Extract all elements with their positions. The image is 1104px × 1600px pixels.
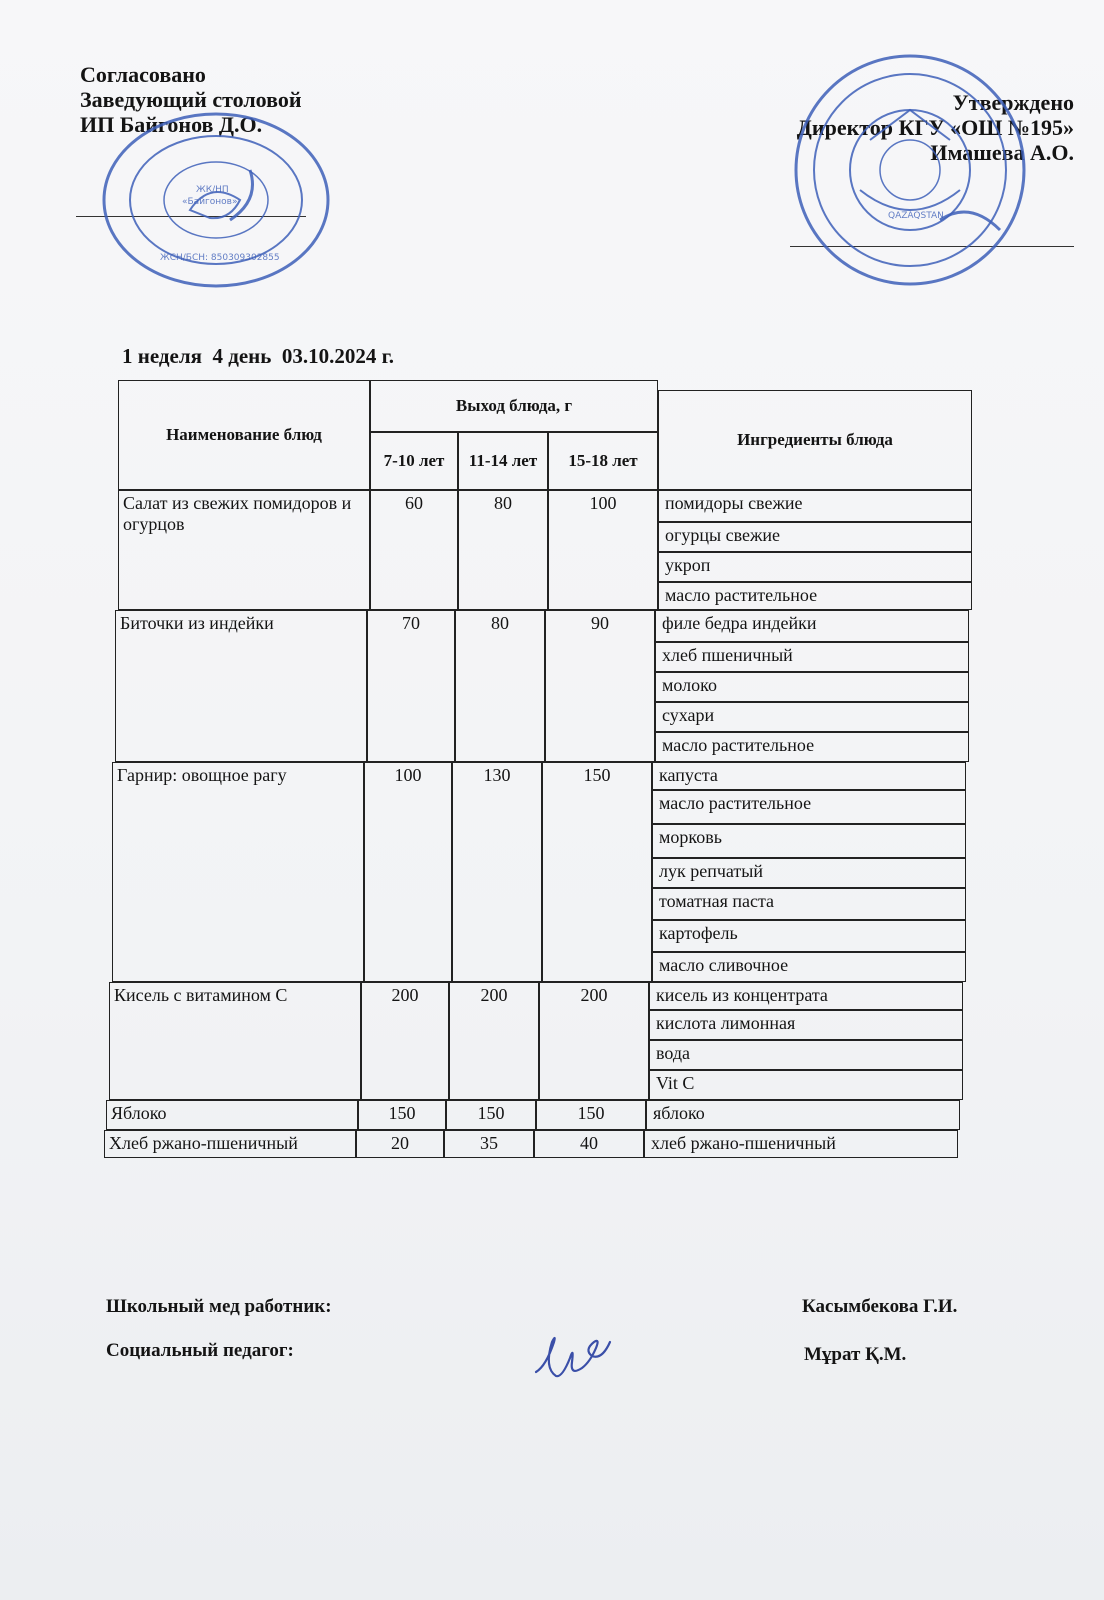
table-row-yield-age-11-14: 80 xyxy=(455,610,545,762)
table-row-yield-age-7-10: 150 xyxy=(358,1100,446,1130)
table-row-dish-name: Биточки из индейки xyxy=(115,610,367,762)
table-row-ingredient: кислота лимонная xyxy=(649,1010,963,1040)
table-row-yield-age-15-18: 40 xyxy=(534,1130,644,1158)
table-row-ingredient: кисель из концентрата xyxy=(649,982,963,1010)
table-row-dish-name: Хлеб ржано-пшеничный xyxy=(104,1130,356,1158)
table-row-yield-age-7-10: 70 xyxy=(367,610,455,762)
svg-text:«Байгонов»: «Байгонов» xyxy=(182,197,238,207)
svg-text:QAZAQSTAN: QAZAQSTAN xyxy=(888,211,944,221)
table-row-ingredient: укроп xyxy=(658,552,972,582)
table-row-ingredient: сухари xyxy=(655,702,969,732)
table-row-yield-age-15-18: 150 xyxy=(542,762,652,982)
approved-position: Директор КГУ «ОШ №195» xyxy=(796,115,1074,140)
social-pedagogue-label: Социальный педагог: xyxy=(106,1340,294,1361)
social-pedagogue-name: Мұрат Қ.М. xyxy=(804,1344,907,1365)
nurse-label: Школьный мед работник: xyxy=(106,1296,332,1317)
left-round-stamp xyxy=(100,110,332,290)
table-row-ingredient: помидоры свежие xyxy=(658,490,972,522)
column-header-age-15-18: 15-18 лет xyxy=(548,432,658,490)
table-row-dish-name: Яблоко xyxy=(106,1100,358,1130)
table-row-ingredient: масло растительное xyxy=(655,732,969,762)
handwritten-signature xyxy=(530,1326,620,1386)
table-row-ingredient: молоко xyxy=(655,672,969,702)
agreed-position: Заведующий столовой xyxy=(80,87,302,112)
table-row-yield-age-7-10: 60 xyxy=(370,490,458,610)
column-header-age-11-14: 11-14 лет xyxy=(458,432,548,490)
table-row-ingredient: хлеб ржано-пшеничный xyxy=(644,1130,958,1158)
table-row-yield-age-15-18: 150 xyxy=(536,1100,646,1130)
svg-text:ЖСН/БСН: 850309302855: ЖСН/БСН: 850309302855 xyxy=(160,253,280,263)
approved-label: Утверждено xyxy=(952,90,1074,115)
table-row-ingredient: масло растительное xyxy=(652,790,966,824)
column-header-yield: Выход блюда, г xyxy=(370,380,658,432)
table-row-ingredient: лук репчатый xyxy=(652,858,966,888)
right-round-stamp xyxy=(790,40,1030,300)
table-row-yield-age-11-14: 150 xyxy=(446,1100,536,1130)
table-row-yield-age-11-14: 35 xyxy=(444,1130,534,1158)
table-row-ingredient: филе бедра индейки xyxy=(655,610,969,642)
table-row-yield-age-7-10: 20 xyxy=(356,1130,444,1158)
column-header-age-7-10: 7-10 лет xyxy=(370,432,458,490)
table-row-ingredient: масло сливочное xyxy=(652,952,966,982)
approved-person: Имашева А.О. xyxy=(930,140,1074,165)
menu-day-title: 1 неделя 4 день 03.10.2024 г. xyxy=(122,344,395,368)
table-row-yield-age-15-18: 200 xyxy=(539,982,649,1100)
table-row-yield-age-7-10: 200 xyxy=(361,982,449,1100)
table-row-ingredient: масло растительное xyxy=(658,582,972,610)
table-row-yield-age-11-14: 130 xyxy=(452,762,542,982)
table-row-ingredient: огурцы свежие xyxy=(658,522,972,552)
table-row-dish-name: Кисель с витамином С xyxy=(109,982,361,1100)
table-row-ingredient: картофель xyxy=(652,920,966,952)
table-row-yield-age-7-10: 100 xyxy=(364,762,452,982)
table-row-yield-age-11-14: 80 xyxy=(458,490,548,610)
table-row-yield-age-11-14: 200 xyxy=(449,982,539,1100)
column-header-ingredients: Ингредиенты блюда xyxy=(658,390,972,490)
column-header-dish: Наименование блюд xyxy=(118,380,370,490)
nurse-name: Касымбекова Г.И. xyxy=(802,1296,958,1317)
table-row-ingredient: томатная паста xyxy=(652,888,966,920)
table-row-dish-name: Салат из свежих помидоров и огурцов xyxy=(118,490,370,610)
table-row-ingredient: яблоко xyxy=(646,1100,960,1130)
svg-text:ЖК/НП: ЖК/НП xyxy=(196,185,229,195)
agreed-label: Согласовано xyxy=(80,62,206,87)
table-row-ingredient: хлеб пшеничный xyxy=(655,642,969,672)
table-row-yield-age-15-18: 100 xyxy=(548,490,658,610)
table-row-ingredient: Vit C xyxy=(649,1070,963,1100)
agreed-person: ИП Байгонов Д.О. xyxy=(80,112,263,137)
table-row-ingredient: вода xyxy=(649,1040,963,1070)
table-row-yield-age-15-18: 90 xyxy=(545,610,655,762)
table-row-dish-name: Гарнир: овощное рагу xyxy=(112,762,364,982)
table-row-ingredient: морковь xyxy=(652,824,966,858)
table-row-ingredient: капуста xyxy=(652,762,966,790)
